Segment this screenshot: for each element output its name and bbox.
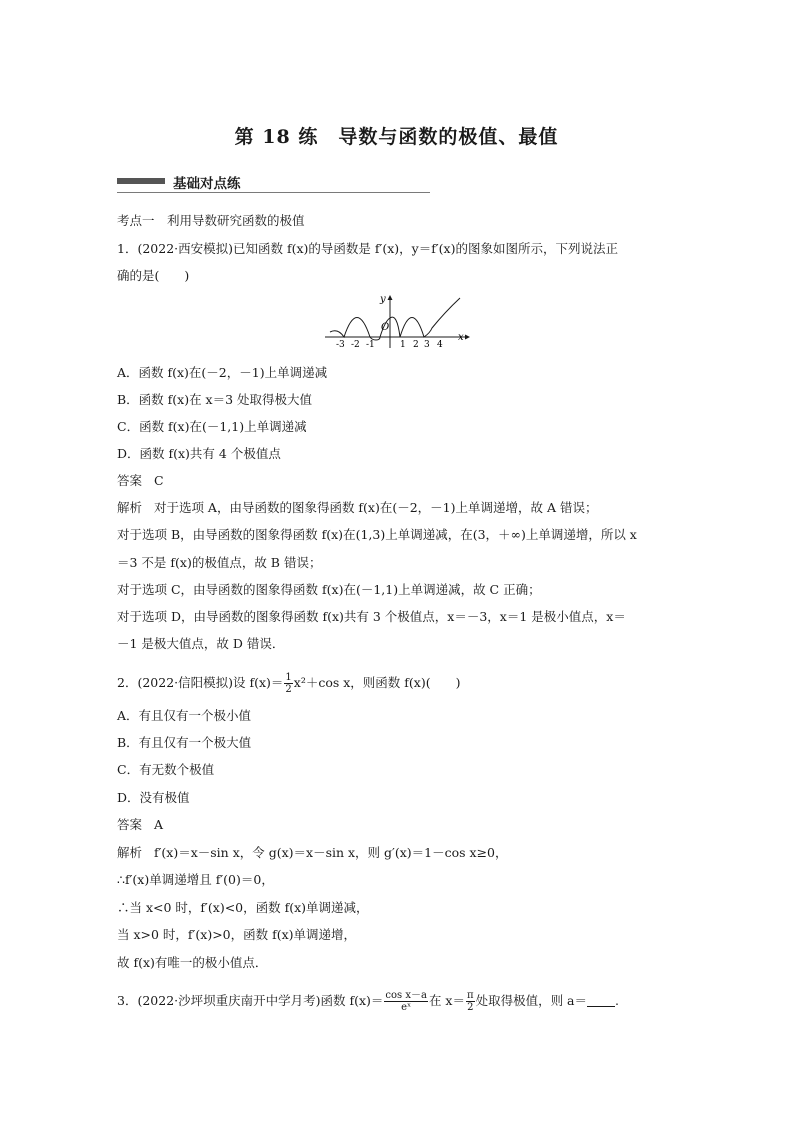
q1-option-b: B．函数 f(x)在 x＝3 处取得极大值 [117, 392, 313, 407]
q2-analysis-line-1 [117, 845, 508, 861]
q3-stem [117, 990, 619, 1013]
x-axis-arrow [465, 335, 470, 340]
q1-option-a: A．函数 f(x)在(－2，－1)上单调递减 [117, 365, 328, 380]
analysis-label: 解析 [117, 500, 143, 515]
fraction-denominator: eˣ [401, 1002, 412, 1013]
answer-blank [587, 994, 615, 1007]
tick-label: -2 [351, 340, 360, 350]
section-label: 基础对点练 [173, 176, 241, 192]
q2-stem-prefix: 2．(2022·信阳模拟)设 f(x)＝ [117, 675, 284, 690]
q3-stem-mid: 在 x＝ [428, 993, 465, 1008]
q1-analysis-line-3: ＝3 不是 f(x)的极值点，故 B 错误； [117, 555, 322, 570]
q1-option-c: C．函数 f(x)在(－1,1)上单调递减 [117, 419, 307, 434]
q2-fraction [284, 672, 292, 695]
q2-option-a: A．有且仅有一个极小值 [117, 708, 252, 723]
fraction-denominator: 2 [285, 684, 292, 695]
q2-analysis-line-2: ∴f′(x)单调递增且 f′(0)＝0， [117, 872, 274, 887]
derivative-curve [330, 298, 460, 340]
fraction-denominator: 2 [467, 1002, 474, 1013]
q1-analysis-line-6: －1 是极大值点，故 D 错误． [117, 636, 285, 651]
q3-stem-end: . [615, 993, 619, 1008]
q1-analysis-line-4: 对于选项 C，由导函数的图象得函数 f(x)在(－1,1)上单调递减，故 C 正确； [117, 582, 541, 597]
fraction-numerator: 1 [285, 672, 292, 683]
q2-analysis-line-3: ∴当 x<0 时，f′(x)<0，函数 f(x)单调递减， [117, 900, 369, 915]
x-axis-label: x [458, 332, 464, 343]
q2-analysis-line-5: 故 f(x)有唯一的极小值点． [117, 955, 268, 970]
section-marker [117, 178, 165, 184]
tick-label: 3 [424, 340, 430, 350]
q1-analysis-line-1 [117, 500, 597, 516]
q2-analysis-line-4: 当 x>0 时，f′(x)>0，函数 f(x)单调递增， [117, 927, 357, 942]
q2-stem-suffix: x²＋cos x，则函数 f(x)( ) [293, 675, 461, 690]
q2-answer [117, 817, 163, 833]
answer-label: 答案 [117, 817, 143, 832]
q3-fraction-2 [466, 990, 475, 1013]
answer-label: 答案 [117, 473, 143, 488]
q1-answer [117, 473, 164, 489]
q2-option-d: D．没有极值 [117, 790, 190, 805]
y-axis-arrow [388, 295, 393, 300]
fraction-numerator: π [466, 990, 474, 1001]
q3-stem-prefix: 3．(2022·沙坪坝重庆南开中学月考)函数 f(x)＝ [117, 993, 384, 1008]
answer-value: A [153, 817, 163, 832]
tick-label: 1 [400, 340, 406, 350]
q3-stem-suffix: 处取得极值，则 a＝ [475, 993, 587, 1008]
analysis-text: f′(x)＝x－sin x，令 g(x)＝x－sin x，则 g′(x)＝1－cos x≥0， [153, 845, 508, 860]
q1-analysis-line-5: 对于选项 D，由导函数的图象得函数 f(x)共有 3 个极值点，x＝－3，x＝1 是极小值点，x＝ [117, 609, 626, 624]
tick-label: 4 [437, 340, 443, 350]
page-title: 第 18 练 导数与函数的极值、最值 [234, 126, 559, 148]
topic-heading: 考点一 利用导数研究函数的极值 [117, 213, 305, 228]
q1-stem-line-1: 1．(2022·西安模拟)已知函数 f(x)的导函数是 f′(x)，y＝f′(x)的图象如图所示，下列说法正 [117, 241, 618, 256]
q1-derivative-graph [320, 290, 480, 350]
tick-label: -3 [336, 340, 345, 350]
tick-label: 2 [413, 340, 419, 350]
q1-stem-line-2: 确的是( ) [117, 268, 190, 283]
origin-label: O [381, 322, 390, 333]
section-header [117, 172, 430, 193]
q2-option-b: B．有且仅有一个极大值 [117, 735, 252, 750]
q2-stem [117, 672, 460, 695]
q1-option-d: D．函数 f(x)共有 4 个极值点 [117, 446, 281, 461]
y-axis-label: y [380, 294, 386, 305]
q3-fraction-1 [384, 990, 428, 1013]
analysis-label: 解析 [117, 845, 143, 860]
answer-value: C [153, 473, 164, 488]
analysis-text: 对于选项 A，由导函数的图象得函数 f(x)在(－2，－1)上单调递增，故 A 错误； [153, 500, 598, 515]
fraction-numerator: cos x－a [385, 990, 427, 1001]
q1-analysis-line-2: 对于选项 B，由导函数的图象得函数 f(x)在(1,3)上单调递减，在(3，＋∞)上单调递增，所以 x [117, 527, 637, 542]
q2-option-c: C．有无数个极值 [117, 762, 215, 777]
tick-label: -1 [366, 340, 375, 350]
